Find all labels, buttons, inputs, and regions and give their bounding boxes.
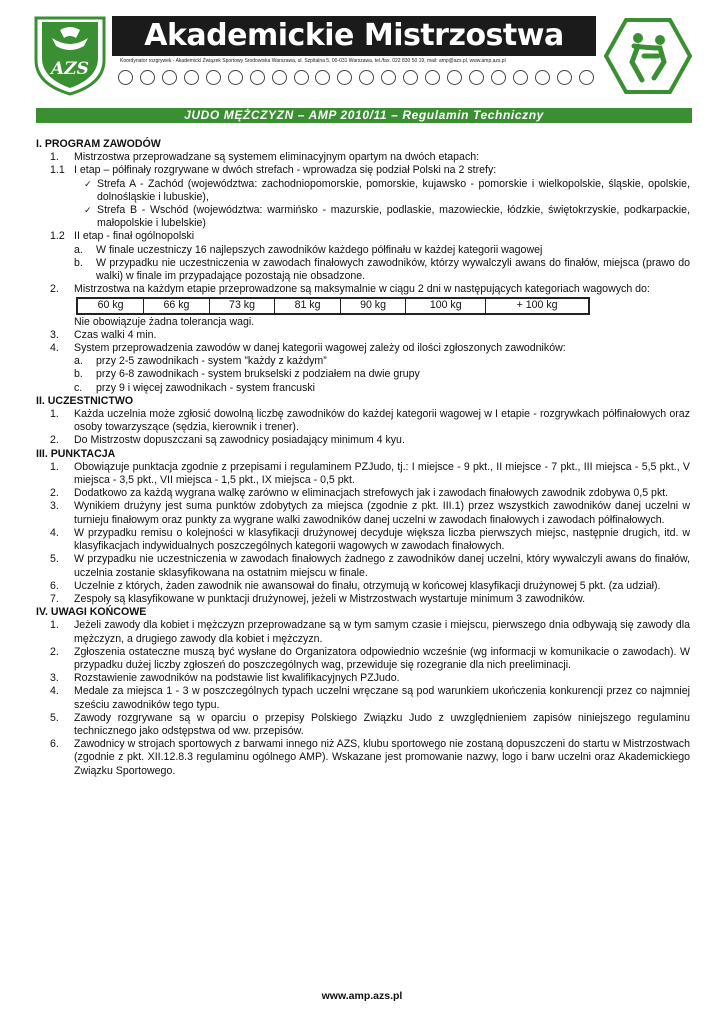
list-item: c. przy 9 i więcej zawodnikach - system francuski (74, 381, 316, 394)
list-item: 1. Mistrzostwa przeprowadzane są systemem eliminacyjnym opartym na dwóch etapach: (50, 151, 480, 164)
list-item: 4. Medale za miejsca 1 - 3 w poszczególnych typach uczelni wręczane są pod warunkiem ukończenia konkurencji przez co najmniej sześciu zawodników tego typu. (50, 685, 690, 711)
list-item: b. W przypadku nie uczestniczenia w zawodach finałowych zawodników, którzy wywalczyli awans do finałów, miejsca (prawo do walki) w finale im przypadające pozostają nie obsadzone. (74, 256, 690, 283)
list-item: 1. Każda uczelnia może zgłosić dowolną liczbę zawodników do każdej kategorii wagowej w I etapie - rozgrywkach półfinałowych oraz osoby towarzyszące (sędzia, kierownik i trener). (50, 408, 690, 434)
sport-icon (359, 70, 374, 85)
list-item: 2. Zgłoszenia ostateczne muszą być wysłane do Organizatora odpowiednio wcześnie (wg informacji w komunikacie o zawodach). W przypadku dużej liczby zgłoszeń do poszczególnych wag, przewiduje się rozegranie dla nich preeliminacji. (50, 645, 690, 671)
sport-icon (425, 70, 440, 85)
azs-logo (34, 16, 106, 96)
table-cell: 90 kg (340, 298, 406, 313)
list-item: b. przy 6-8 zawodnikach - system brukselski z podziałem na dwie grupy (74, 368, 420, 381)
document-body (36, 138, 690, 778)
list-item: a. W finale uczestniczy 16 najlepszych zawodników każdego półfinału w każdej kategorii wagowej (74, 243, 543, 256)
list-item: ✓ Strefa B - Wschód (województwa: warmińsko - mazurskie, podlaskie, mazowieckie, łódzkie, świętokrzyskie, podkarpackie, małopolskie i lubelskie) (84, 204, 690, 230)
sport-icon (140, 70, 155, 85)
sport-icon (491, 70, 506, 85)
list-item: a. przy 2-5 zawodnikach - system ”każdy z każdym” (74, 355, 327, 368)
sport-icon (469, 70, 484, 85)
table-cell: 60 kg (77, 298, 144, 313)
list-item: 6. Zawodnicy w strojach sportowych z barwami innego niż AZS, klubu sportowego nie zostaną dopuszczeni do startu w Mistrzostwach (zgodnie z pkt. XII.12.8.3 regulaminu ogólnego AMP). Wskazane jest promowanie nazwy, logo i barw uczelni oraz Akademickiego Związku Sportowego. (50, 738, 690, 777)
section-title: I. PROGRAM ZAWODÓW (36, 138, 161, 150)
sport-icon (447, 70, 462, 85)
sport-icon (513, 70, 528, 85)
sport-icon (272, 70, 287, 85)
checkmark-icon: ✓ (84, 205, 92, 216)
sport-icon (535, 70, 550, 85)
judo-icon (604, 18, 692, 94)
sport-icons-strip (118, 68, 594, 86)
sport-icon (184, 70, 199, 85)
weight-categories-table (76, 297, 590, 314)
section-title: II. UCZESTNICTWO (36, 394, 134, 407)
list-item: 5. W przypadku nie uczestniczenia w zawodach finałowych żadnego z zawodników danej uczelni, który wywalczyli awans do finałów, uczelnia zostanie sklasyfikowana na ostatnim miejscu w finale. (50, 553, 690, 579)
list-item: Nie obowiązuje żadna tolerancja wagi. (74, 315, 255, 328)
list-item: 4. W przypadku remisu o kolejności w klasyfikacji drużynowej decyduje większa liczba pierwszych miejsc, następnie drugich, itd. w klasyfikacjach indywidualnych poszczególnych kategorii wagowych w zawodach finałowych. (50, 526, 690, 553)
list-item: 5. Zawody rozgrywane są w oparciu o przepisy Polskiego Związku Judo z uwzględnieniem zapisów niniejszego regulaminu technicznego jako odstępstwa od ww. przepisów. (50, 711, 690, 737)
sport-icon (250, 70, 265, 85)
list-item: 7. Zespoły są klasyfikowane w punktacji drużynowej, jeżeli w Mistrzostwach wystartuje minimum 3 zawodników. (50, 592, 586, 605)
sport-icon (557, 70, 572, 85)
sport-icon (228, 70, 243, 85)
list-item: ✓ Strefa A - Zachód (województwa: zachodniopomorskie, pomorskie, kujawsko - pomorskie i wielkopolskie, śląskie, opolskie, dolnośląskie i lubuskie), (84, 177, 690, 203)
list-item: 2. Do Mistrzostw dopuszczani są zawodnicy posiadający minimum 4 kyu. (50, 434, 405, 447)
list-item: 2. Dodatkowo za każdą wygrana walkę zarówno w eliminacjach strefowych jak i zawodach finałowych zawodnik zdobywa 0,5 pkt. (50, 487, 669, 500)
list-item: 3. Rozstawienie zawodników na podstawie list kwalifikacyjnych PZJudo. (50, 672, 400, 685)
footer-url[interactable]: www.amp.azs.pl (321, 990, 403, 1002)
header-title: Akademickie Mistrzostwa Polski (112, 16, 596, 56)
list-item: 3. Wynikiem drużyny jest suma punktów zdobytych za miejsca (zgodnie z pkt. III.1) przez wszystkich zawodników danej uczelni w turnieju finałowym oraz punkty za wygrane walki zawodników danej uczelni w zawodach finałowych i zawodach półfinałowych. (50, 500, 690, 526)
table-cell: + 100 kg (486, 298, 589, 313)
list-item: 4. System przeprowadzenia zawodów w danej kategorii wagowej zależy od ilości zgłoszonych zawodników: (50, 342, 566, 355)
list-item: 6. Uczelnie z których, żaden zawodnik nie awansował do finału, otrzymują w końcowej klasyfikacji drużynowej 5 pkt. (za udział). (50, 579, 661, 592)
table-cell: 66 kg (144, 298, 210, 313)
list-item: 1.2 II etap - finał ogólnopolski (50, 230, 195, 243)
sport-icon (403, 70, 418, 85)
header-subtitle: Koordynator rozgrywek - Akademicki Związek Sportowy Środowiska Warszawa, ul. Szpitalna 5, 00-031 Warszawa, tel./fax. 022 830 50 19, mail: amp@azs.pl, www.amp.azs.pl (120, 58, 506, 64)
list-item: 3. Czas walki 4 min. (50, 328, 157, 341)
svg-text:AZS: AZS (51, 59, 89, 79)
table-cell: 100 kg (406, 298, 486, 313)
table-cell: 73 kg (209, 298, 275, 313)
sport-icon (315, 70, 330, 85)
document-banner: JUDO MĘŻCZYZN – AMP 2010/11 – Regulamin Techniczny (36, 108, 692, 123)
sport-icon (579, 70, 594, 85)
section-title: III. PUNKTACJA (36, 447, 116, 460)
section-title: IV. UWAGI KOŃCOWE (36, 606, 147, 619)
table-cell: 81 kg (275, 298, 341, 313)
sport-icon (337, 70, 352, 85)
list-item: 2. Mistrzostwa na każdym etapie przeprowadzone są maksymalnie w ciągu 2 dni w następujących kategoriach wagowych do: (50, 283, 650, 296)
list-item: 1. Obowiązuje punktacja zgodnie z przepisami i regulaminem PZJudo, tj.: I miejsce - 9 pkt., II miejsce - 7 pkt., III miejsca - 5,5 pkt., V miejsca - 3,5 pkt., VII miejsca - 1,5 pkt., IX miejsca - 0,5 pkt. (50, 460, 690, 487)
page-header (0, 0, 724, 108)
checkmark-icon: ✓ (84, 178, 92, 189)
sport-icon (206, 70, 221, 85)
list-item: 1. Jeżeli zawody dla kobiet i mężczyzn przeprowadzane są w tym samym czasie i miejscu, pierwszego dnia odbywają się zawody dla mężczyzn, a drugiego zawody dla kobiet i mężczyzn. (50, 619, 690, 645)
list-item: 1.1 I etap – półfinały rozgrywane w dwóch strefach - wprowadza się podział Polski na 2 strefy: (50, 164, 497, 177)
sport-icon (162, 70, 177, 85)
sport-icon (118, 70, 133, 85)
sport-icon (381, 70, 396, 85)
sport-icon (294, 70, 309, 85)
